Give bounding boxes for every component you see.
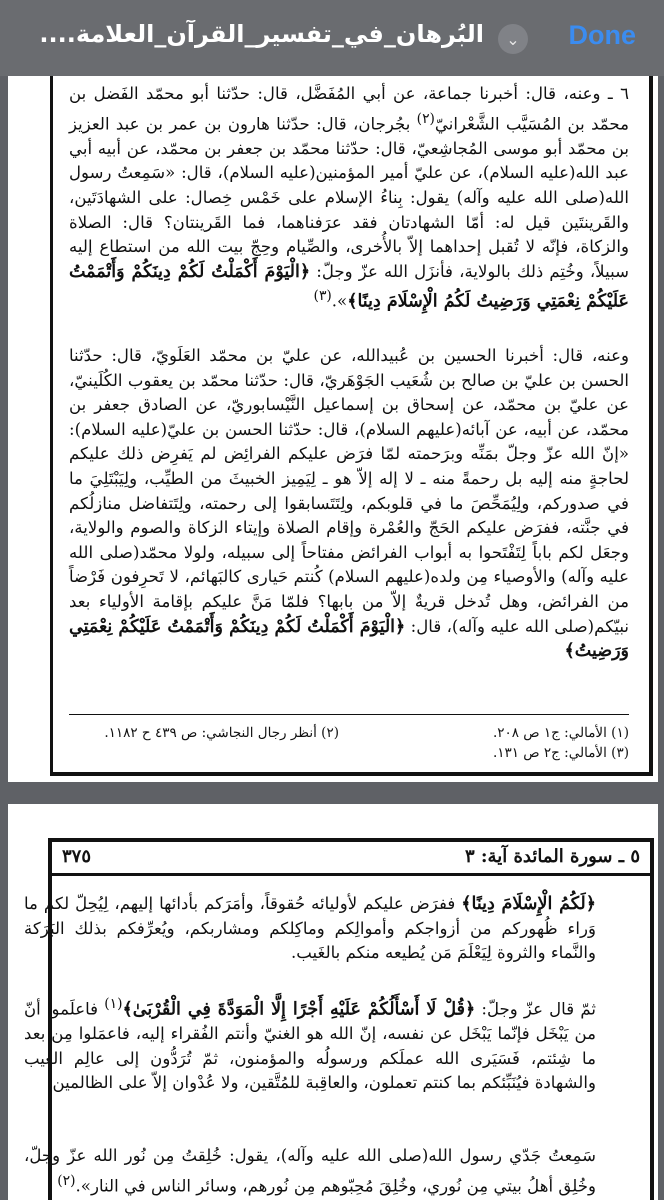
hadith-paragraph-7 xyxy=(69,344,629,664)
quran-verse: ﴿الْيَوْمَ أَكْمَلْتُ لَكُمْ دِينَكُمْ وَأَتْمَمْتُ عَلَيْكُمْ نِعْمَتِي وَرَضِيتُ لَكُمُ الْإِسْلَامَ دِينًا﴾ xyxy=(69,261,629,312)
quran-verse: ﴿قُلْ لَا أَسْأَلُكُمْ عَلَيْهِ أَجْرًا إِلَّا الْمَوَدَّةَ فِي الْقُرْبَىٰ﴾ xyxy=(122,999,476,1020)
paragraph-text: فاعلَموا أنّ من يَبْخَل فإنّما يَبْخَل عن نفسه، إنّ الله هو الغنيّ وأنتم الفُقراء إليه، فاعمَلوا مِن بعد ما شِئتم، فَسَيَرى الله عملَكم ورسولُه والمؤمنون، ثمّ تُرَدُّون إلى عالِم الغيب والشهادة فيُنَبِّئكم بما كنتم تعملون، والعاقِبة للمُتَّقين، ولا عُدْوان إلاّ على الظالمين. xyxy=(24,999,596,1093)
top-bar xyxy=(0,0,664,76)
hadith-paragraph-6 xyxy=(69,82,629,314)
paragraph-text: ففرَض عليكم لأوليائه حُقوقاً، وأمَرَكم بأدائها إليهم، لِيُحِلّ لكم ما وَراء ظُهوركم من أزواجكم وأموالِكم وماكِلكم ومشاربكم، ويُعرِّفكم بذلك البَرَكة والنَّماء والثروة لِيَعْلَمَ مَن يُطيعه منكم بالغَيب. xyxy=(24,894,596,963)
paragraph-text: ثمّ قال عزّ وجلّ: xyxy=(475,999,596,1019)
footnote-marker: (١) xyxy=(104,996,123,1012)
page-frame xyxy=(50,76,653,776)
paragraph-mawadda xyxy=(24,992,596,1096)
footnote-marker: (٣) xyxy=(313,288,332,305)
page-number: ٣٧٥ xyxy=(62,846,92,867)
quran-verse: ﴿لَكُمُ الْإِسْلَامَ دِينًا﴾ xyxy=(461,894,596,914)
paragraph-text: ٦ ـ وعنه، قال: أخبرنا جماعة، عن أبي المُفَضَّل، قال: حدّثنا أبو محمّد الفَضل بن محمّد بن المُسَيَّب الشَّعْرانيّ xyxy=(69,84,629,134)
page-upper xyxy=(8,76,658,782)
done-button[interactable]: Done xyxy=(568,20,636,50)
paragraph-continuation xyxy=(24,892,596,966)
document-title: البُرهان_في_تفسير_القرآن_العلامة.... xyxy=(39,20,484,48)
paragraph-text: ». xyxy=(331,291,348,311)
footnote-2: (٢) أنظر رجال النجاشي: ص ٤٣٩ ح ١١٨٢. xyxy=(104,725,339,741)
footnote-marker: (٢) xyxy=(57,1172,76,1189)
paragraph-text: سَمِعتُ جَدّي رسول الله(صلى الله عليه وآله)، يقول: خُلِقتُ مِن نُور الله عزّ وجلّ، وخُلِق أهلُ بيتي مِن نُوري، وخُلِقَ مُحِبّوهم مِن نُورهم، وسائر الناس في النار». xyxy=(24,1146,596,1196)
surah-heading: ٥ ـ سورة المائدة آية: ٣ xyxy=(464,846,640,867)
footnote-3: (٣) الأمالي: ج٢ ص ١٣١. xyxy=(492,745,629,761)
paragraph-text: وعنه، قال: أخبرنا الحسين بن عُبيدالله، عن عليّ بن محمّد العَلَويّ، قال: حدّثنا الحسن بن عليّ بن صالح بن شُعَيب الجَوْهَريّ، قال: حدّثنا محمّد بن يعقوب الكُلَينيّ، عن عليّ بن محمّد، عن إسحاق بن إسماعيل النَّيْسابوريّ، عن الصادق جعفر بن محمّد، عن أبيه، عن آبائه(عليهم السلام)، قال: حدّثنا الحسن بن عليّ(عليه السلام): «إنّ الله عزّ وجلّ بمَنِّه وبرَحمته لمّا فرَض عليكم الفرائِض لم يَفرِض ذلك عليكم لحاجةٍ منه إليه بل رحمةً منه ـ لا إله إلاّ هو ـ لِيَمِيز الخبيثَ من الطيِّب، ولِيَبْتَلِيَ ما في صدوركم، ولِيُمَحِّصَ ما في قلوبكم، ولِتَتَسابقوا إلى رحمته، ولِتَتفاضل منازلُكم في جنَّته، ففرَض عليكم الحَجّ والعُمْرة وإقام الصلاة وإيتاء الزكاة والصوم والولاية، وجعَل لكم باباً لِتَفْتَحوا به أبواب الفرائض مفتاحاً إلى سبيله، ولولا محمّد(صلى الله عليه وآله) والأوصياء مِن ولده(عليهم السلام) كُنتم حَيارى كالبَهائم، لا تَحرِفون فَرْضاً من الفرائض، وهل تُدخل قريةٌ إلاّ من بابها؟ فلمّا مَنَّ عليكم بإقامة الأولياء بعد نبيّكم(صلى الله عليه وآله)، قال: xyxy=(69,346,630,636)
paragraph-text: بجُرجان، قال: حدّثنا هارون بن عمر بن عبد العزيز بن محمّد أبو موسى المُجاشِعيّ، قال: حدّثنا محمّد بن جعفر بن محمّد، عن أبيه أبي عبد الله(عليه السلام)، عن عليّ أمير المؤمنين(عليه السلام)، قال: «سَمِعتُ رسول الله(صلى الله عليه وآله) يقول: بِناءُ الإسلام على خَمْس خِصال: على الشهادَتَين، والقَرينتَين قيل له: أمّا الشهادتان فقد عرَفناهما، فما القَرينتان؟ قال: الصلاة والزكاة، فإنّه لا تُقبل إحداهما إلاّ بالأُخرى، والصِّيام وحِجّ بيت الله من استطاع إليه سبيلاً، وخُتِم ذلك بالولاية، فأنزَل الله عزّ وجلّ: xyxy=(69,114,630,281)
footnote-marker: (٢) xyxy=(416,110,435,127)
chevron-down-icon[interactable]: ⌄ xyxy=(498,24,528,54)
footnotes xyxy=(69,714,629,763)
footnote-1: (١) الأمالي: ج١ ص ٢٠٨. xyxy=(492,725,629,741)
quran-verse: ﴿الْيَوْمَ أَكْمَلْتُ لَكُمْ دِينَكُمْ وَأَتْمَمْتُ عَلَيْكُمْ نِعْمَتِي وَرَضِيتُ﴾ xyxy=(69,616,629,662)
paragraph-light xyxy=(24,1144,596,1199)
page-lower xyxy=(8,804,658,1200)
